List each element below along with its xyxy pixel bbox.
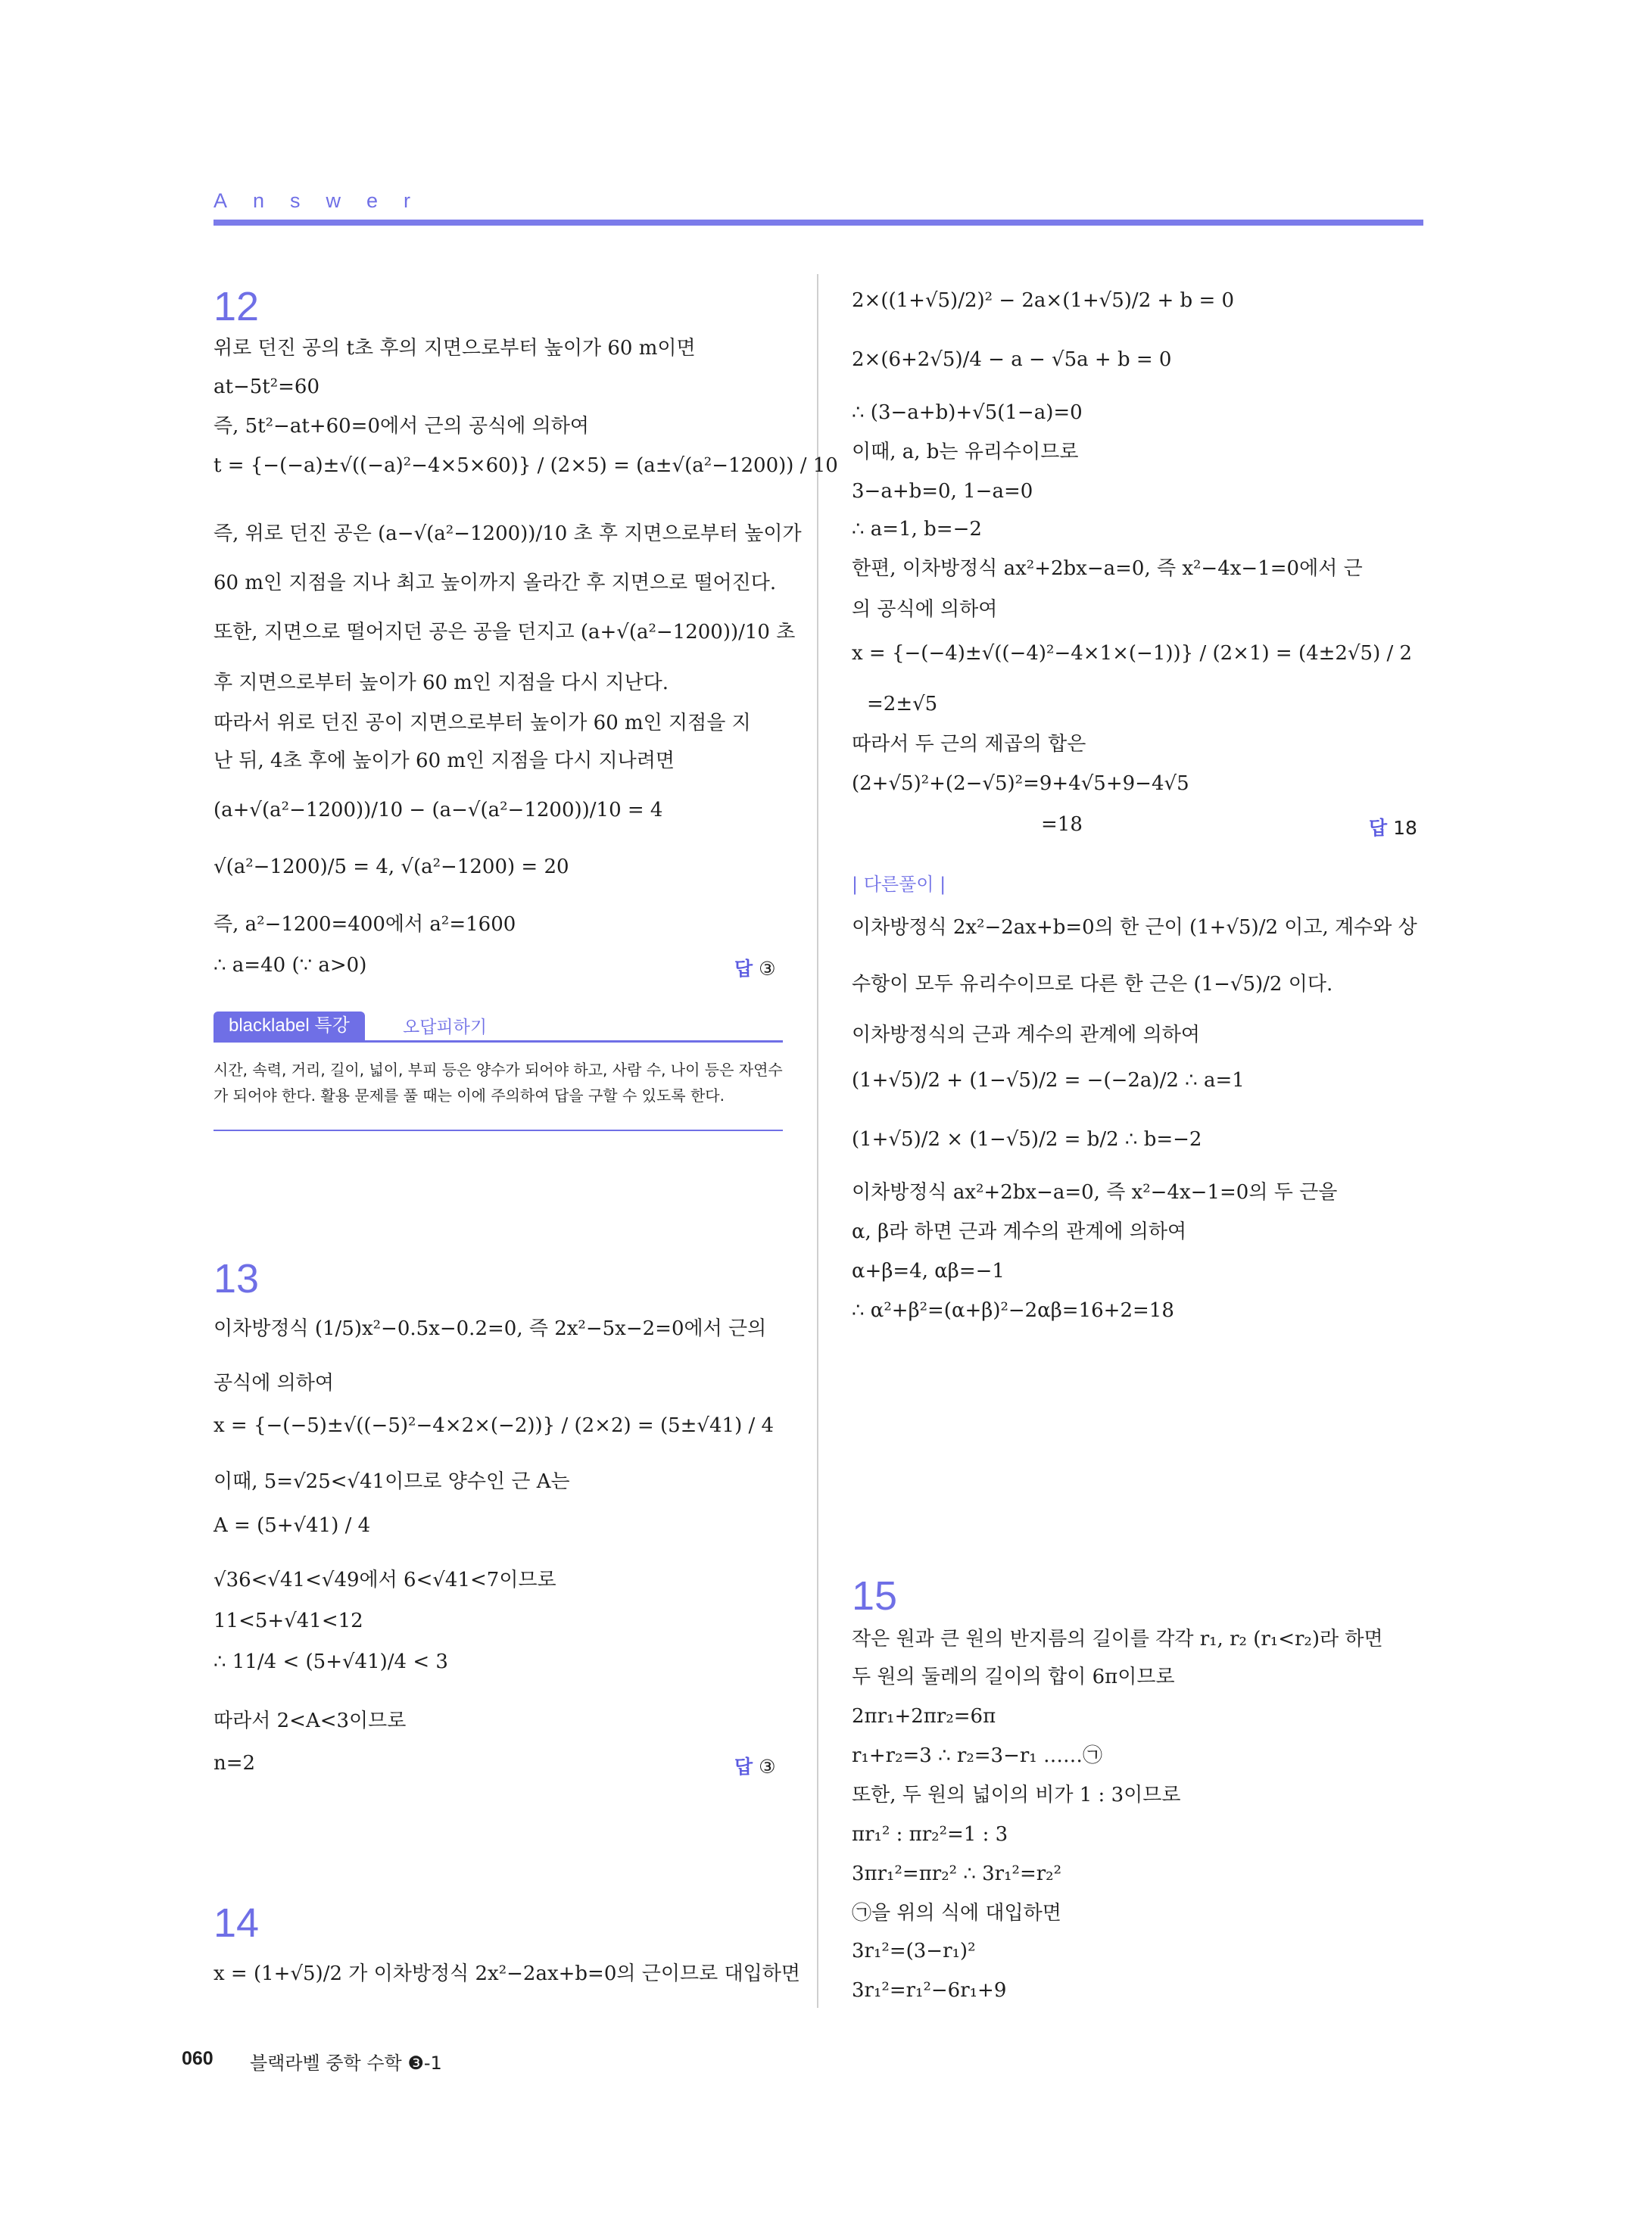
answer-14-key: 답: [1369, 817, 1388, 839]
header-answer-label: Answer: [214, 189, 437, 212]
answer-14-value: 18: [1393, 817, 1417, 839]
solution-line: (2+√5)²+(2−√5)²=9+4√5+9−4√5: [852, 772, 1189, 795]
solution-line: 의 공식에 의하여: [852, 598, 998, 621]
solution-line: ∴ 11/4 < (5+√41)/4 < 3: [214, 1651, 448, 1673]
other-solution-tag: | 다른풀이 |: [852, 874, 946, 895]
solution-line: (a+√(a²−1200))/10 − (a−√(a²−1200))/10 = 4: [214, 799, 663, 821]
solution-line: ㉠을 위의 식에 대입하면: [852, 1902, 1061, 1925]
solution-line: 3r₁²=r₁²−6r₁+9: [852, 1979, 1007, 2002]
blacklabel-tab: blacklabel 특강: [214, 1012, 365, 1040]
solution-line: t = {−(−a)±√((−a)²−4×5×60)} / (2×5) = (a±√(a²−1200)) / 10: [214, 454, 838, 477]
solution-line: √(a²−1200)/5 = 4, √(a²−1200) = 20: [214, 856, 569, 878]
solution-line: 2×(6+2√5)/4 − a − √5a + b = 0: [852, 348, 1172, 371]
solution-line: 따라서 위로 던진 공이 지면으로부터 높이가 60 m인 지점을 지: [214, 712, 751, 734]
problem-14-intro: x = (1+√5)/2 가 이차방정식 2x²−2ax+b=0의 근이므로 대입하면: [214, 1962, 800, 1985]
solution-line: at−5t²=60: [214, 376, 320, 398]
solution-line: 이차방정식의 근과 계수의 관계에 의하여: [852, 1024, 1201, 1046]
header-rule: [214, 220, 1423, 226]
solution-line: 공식에 의하여: [214, 1372, 334, 1395]
solution-line: 작은 원과 큰 원의 반지름의 길이를 각각 r₁, r₂ (r₁<r₂)라 하면: [852, 1628, 1383, 1651]
solution-line: 3−a+b=0, 1−a=0: [852, 480, 1033, 503]
blacklabel-top-rule: [214, 1040, 783, 1043]
solution-line: (1+√5)/2 + (1−√5)/2 = −(−2a)/2 ∴ a=1: [852, 1069, 1245, 1092]
solution-line: 따라서 두 근의 제곱의 합은: [852, 733, 1086, 756]
solution-line: 2πr₁+2πr₂=6π: [852, 1705, 996, 1728]
solution-line: 한편, 이차방정식 ax²+2bx−a=0, 즉 x²−4x−1=0에서 근: [852, 557, 1363, 580]
answer-13-key: 답: [734, 1756, 753, 1778]
solution-line: 수항이 모두 유리수이므로 다른 한 근은 (1−√5)/2 이다.: [852, 973, 1333, 996]
page-number: 060: [182, 2048, 214, 2069]
column-divider: [817, 274, 818, 2008]
solution-line: =2±√5: [867, 693, 938, 715]
solution-line: 11<5+√41<12: [214, 1610, 363, 1632]
blacklabel-text: 시간, 속력, 거리, 길이, 넓이, 부피 등은 양수가 되어야 하고, 사람 수, 나이 등은 자연수가 되어야 한다. 활용 문제를 풀 때는 이에 주의하여 답을 구할 수 있도록 한다.: [214, 1061, 783, 1105]
solution-line: 이때, a, b는 유리수이므로: [852, 441, 1079, 463]
solution-line: ∴ α²+β²=(α+β)²−2αβ=16+2=18: [852, 1299, 1174, 1322]
answer-12: [734, 954, 776, 981]
solution-line: ∴ a=40 (∵ a>0): [214, 954, 367, 977]
solution-line: 2×((1+√5)/2)² − 2a×(1+√5)/2 + b = 0: [852, 289, 1235, 312]
solution-line: ∴ (3−a+b)+√5(1−a)=0: [852, 401, 1083, 424]
solution-line: 60 m인 지점을 지나 최고 높이까지 올라간 후 지면으로 떨어진다.: [214, 572, 777, 594]
solution-line: 3r₁²=(3−r₁)²: [852, 1940, 976, 1962]
solution-line: 즉, a²−1200=400에서 a²=1600: [214, 913, 516, 936]
solution-line: r₁+r₂=3 ∴ r₂=3−r₁ ……㉠: [852, 1744, 1102, 1767]
solution-line: 즉, 5t²−at+60=0에서 근의 공식에 의하여: [214, 415, 589, 438]
blacklabel-tip-box: [214, 1012, 783, 1133]
solution-line: (1+√5)/2 × (1−√5)/2 = b/2 ∴ b=−2: [852, 1128, 1202, 1151]
solution-line: A = (5+√41) / 4: [214, 1514, 371, 1537]
problem-number-15: 15: [852, 1573, 898, 1619]
answer-12-key: 답: [734, 958, 753, 980]
solution-line: 이때, 5=√25<√41이므로 양수인 근 A는: [214, 1470, 570, 1493]
problem-number-14: 14: [214, 1900, 260, 1946]
solution-line: 이차방정식 ax²+2bx−a=0, 즉 x²−4x−1=0의 두 근을: [852, 1181, 1338, 1204]
solution-line: 이차방정식 2x²−2ax+b=0의 한 근이 (1+√5)/2 이고, 계수와 상: [852, 916, 1417, 939]
answer-14: [1369, 813, 1417, 840]
solution-line: 즉, 위로 던진 공은 (a−√(a²−1200))/10 초 후 지면으로부터 높이가: [214, 522, 802, 545]
solution-line: πr₁² : πr₂²=1 : 3: [852, 1823, 1008, 1846]
solution-line: n=2: [214, 1752, 256, 1775]
answer-13: [734, 1752, 776, 1779]
problem-number-13: 13: [214, 1256, 260, 1301]
book-title: 블랙라벨 중학 수학 ❸-1: [250, 2053, 442, 2074]
solution-line: x = {−(−5)±√((−5)²−4×2×(−2))} / (2×2) = (5±√41) / 4: [214, 1414, 775, 1437]
solution-line: 난 뒤, 4초 후에 높이가 60 m인 지점을 다시 지나려면: [214, 750, 675, 772]
solution-line: 또한, 지면으로 떨어지던 공은 공을 던지고 (a+√(a²−1200))/10 초: [214, 621, 796, 644]
solution-line: √36<√41<√49에서 6<√41<7이므로: [214, 1569, 556, 1591]
solution-line: 이차방정식 (1/5)x²−0.5x−0.2=0, 즉 2x²−5x−2=0에서 근의: [214, 1317, 767, 1340]
solution-line: =18: [1041, 813, 1083, 836]
answer-13-value: ③: [759, 1756, 776, 1778]
solution-line: 따라서 2<A<3이므로: [214, 1710, 407, 1732]
blacklabel-subtitle: 오답피하기: [403, 1018, 488, 1037]
solution-line: 3πr₁²=πr₂² ∴ 3r₁²=r₂²: [852, 1862, 1061, 1885]
solution-line: 위로 던진 공의 t초 후의 지면으로부터 높이가 60 m이면: [214, 337, 696, 360]
solution-line: 후 지면으로부터 높이가 60 m인 지점을 다시 지난다.: [214, 672, 669, 694]
problem-number-12: 12: [214, 284, 260, 329]
solution-line: x = {−(−4)±√((−4)²−4×1×(−1))} / (2×1) = (4±2√5) / 2: [852, 642, 1413, 665]
solution-line: α+β=4, αβ=−1: [852, 1260, 1005, 1283]
solution-line: 또한, 두 원의 넓이의 비가 1 : 3이므로: [852, 1784, 1181, 1806]
solution-line: α, β라 하면 근과 계수의 관계에 의하여: [852, 1220, 1187, 1243]
solution-line: ∴ a=1, b=−2: [852, 518, 982, 541]
answer-12-value: ③: [759, 958, 776, 980]
blacklabel-bottom-rule: [214, 1130, 783, 1131]
solution-line: 두 원의 둘레의 길이의 합이 6π이므로: [852, 1666, 1175, 1688]
